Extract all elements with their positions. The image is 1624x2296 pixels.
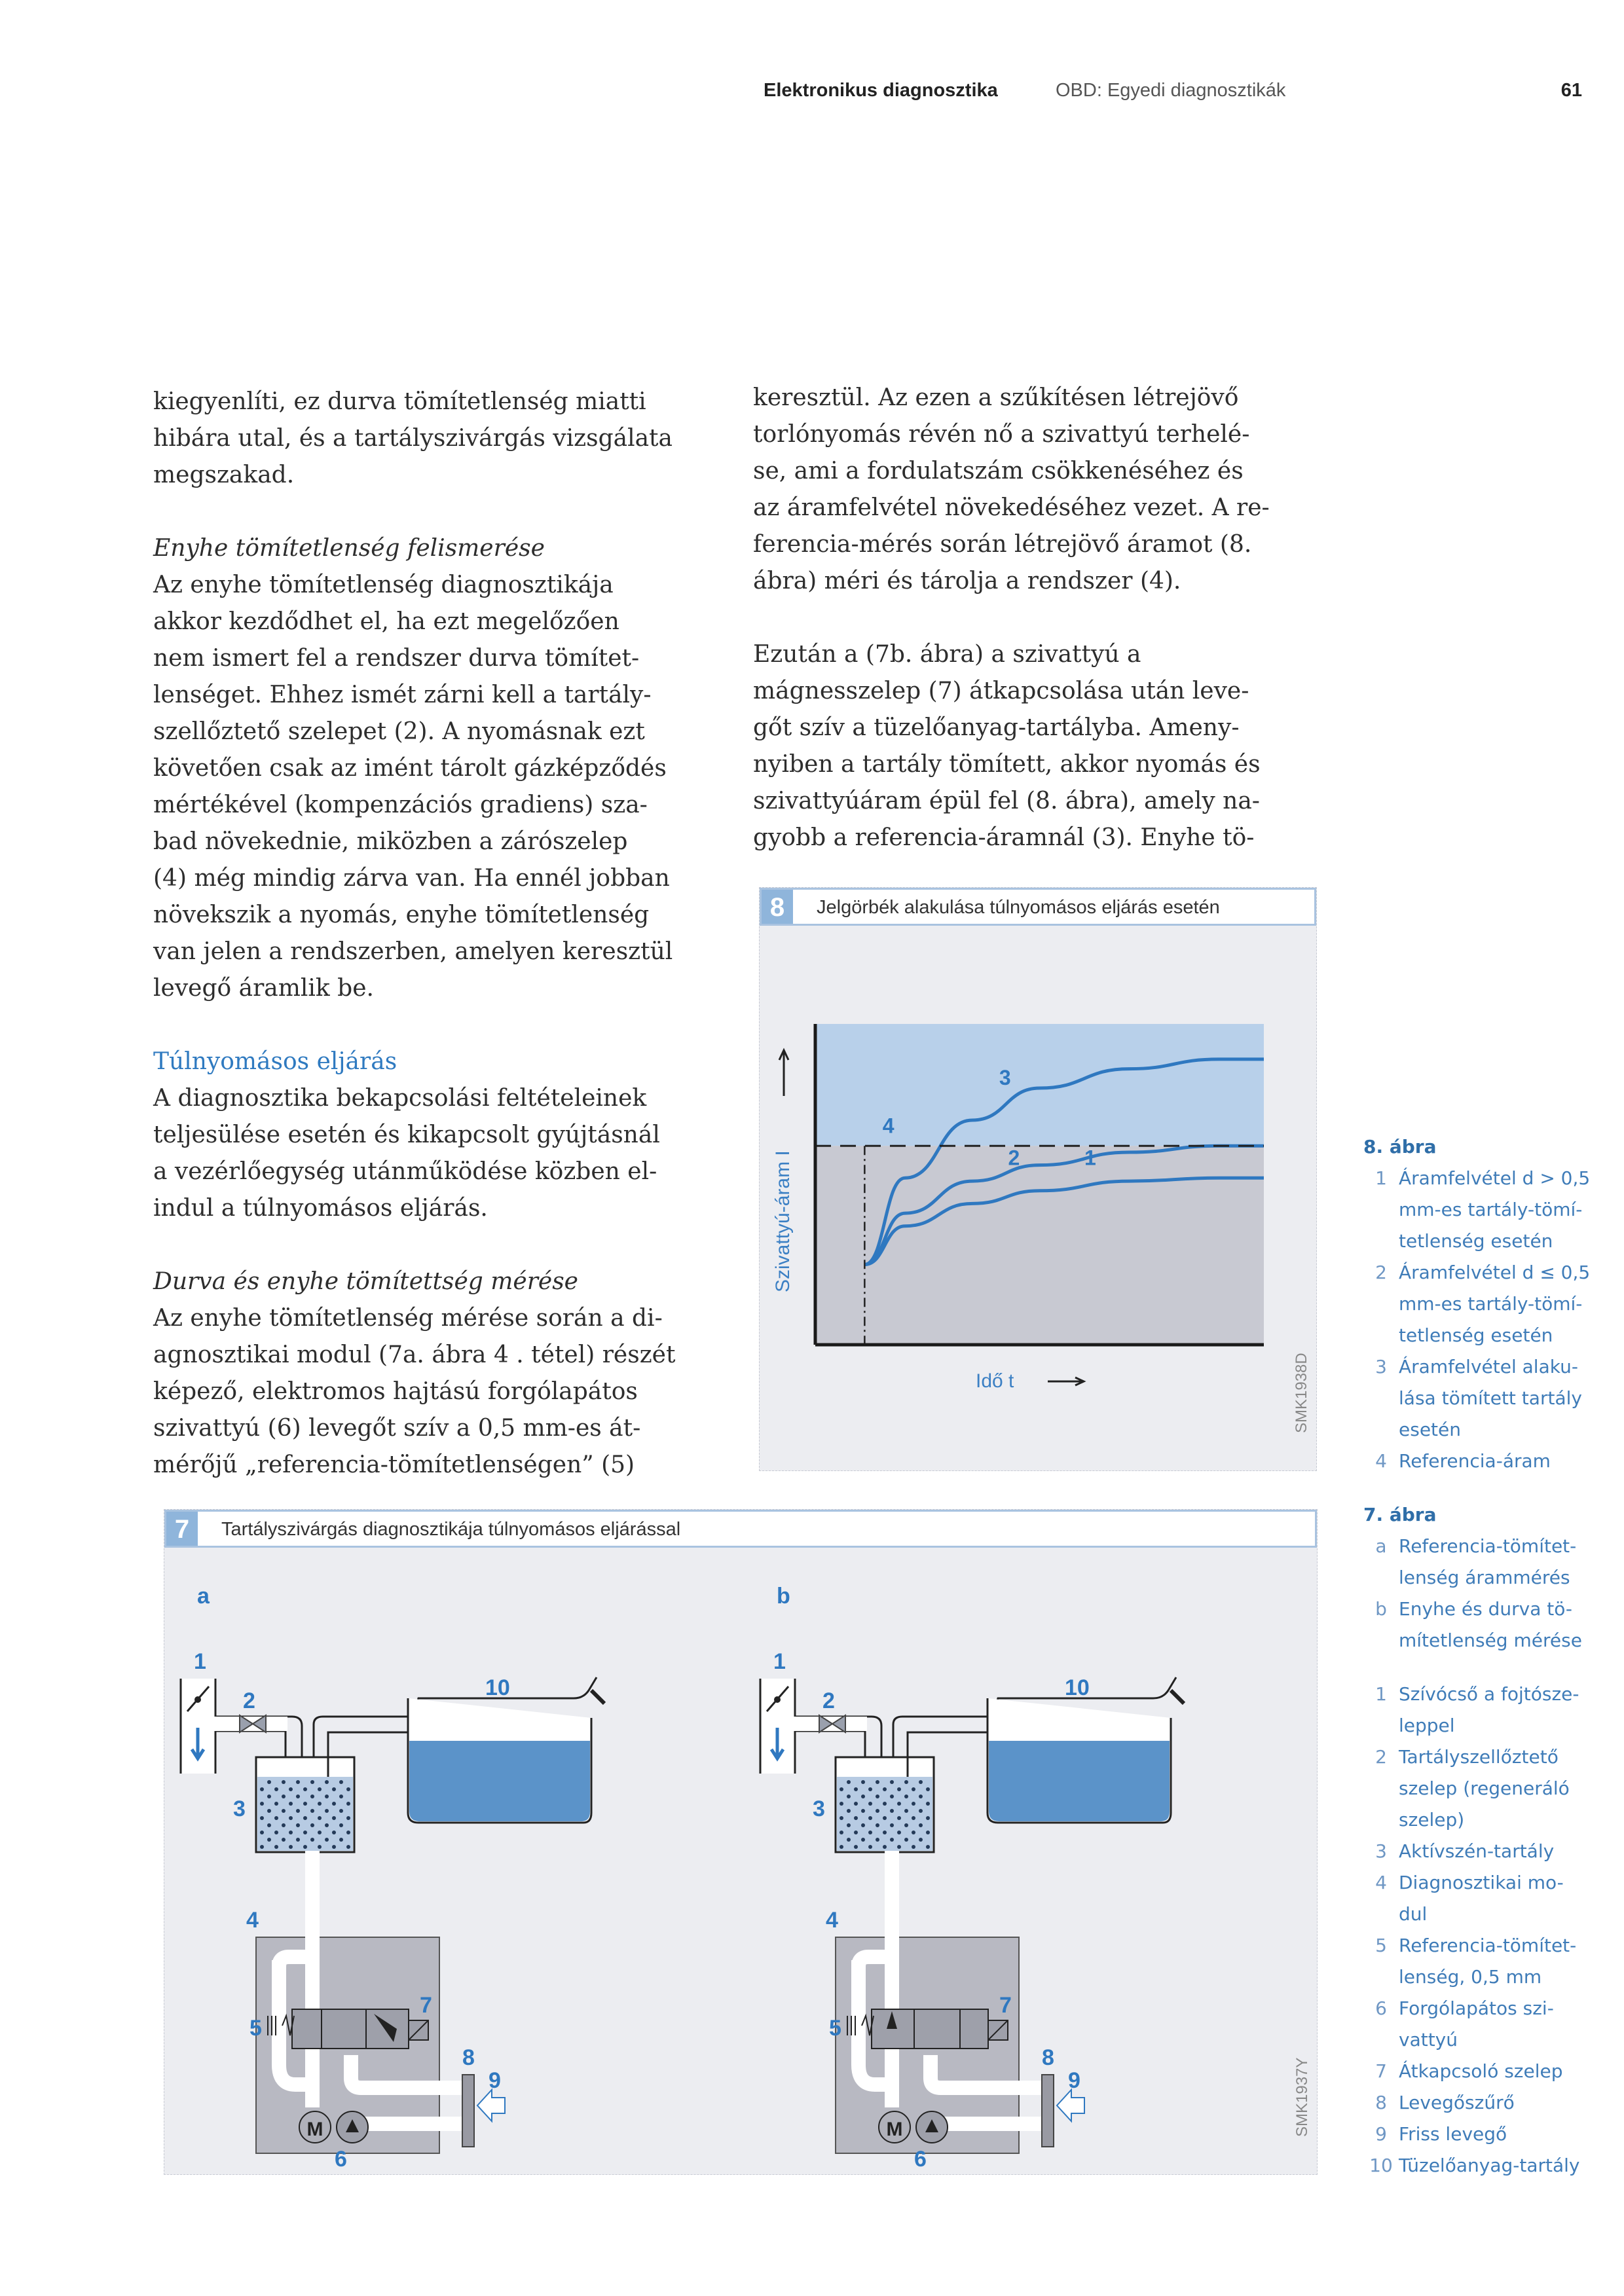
caption-item bbox=[1363, 2024, 1612, 2056]
section-enyhe-felismerese bbox=[153, 530, 729, 1007]
caption-key bbox=[1363, 1562, 1399, 1594]
caption-key: 2 bbox=[1375, 1262, 1387, 1283]
caption-text: Áramfelvétel d > 0,5 bbox=[1399, 1167, 1591, 1189]
motor-label: M bbox=[886, 2119, 903, 2140]
caption-text: Referencia-tömítet- bbox=[1399, 1535, 1577, 1557]
section-meres bbox=[153, 1264, 729, 1484]
caption-text: vattyú bbox=[1399, 2029, 1458, 2050]
caption-item bbox=[1363, 1993, 1612, 2024]
text-line: mágnesszelep (7) átkapcsolása után leve- bbox=[753, 678, 1249, 704]
text-line: az áramfelvétel növekedéséhez vezet. A re- bbox=[753, 494, 1270, 521]
fresh-air-arrow-icon bbox=[477, 2090, 505, 2121]
caption-text: szelep) bbox=[1399, 1809, 1465, 1831]
text-line: A diagnosztika bekapcsolási feltételeinek bbox=[153, 1085, 647, 1112]
chart-signal-curves bbox=[760, 926, 1316, 1470]
caption-key bbox=[1363, 1194, 1399, 1226]
figure-code: SMK1938D bbox=[1293, 1353, 1310, 1433]
text-line: teljesülése esetén és kikapcsolt gyújtásnál bbox=[153, 1121, 660, 1148]
caption-text: Aktívszén-tartály bbox=[1399, 1840, 1555, 1862]
caption-item bbox=[1363, 1446, 1612, 1477]
item-label: 7 bbox=[999, 1993, 1012, 2018]
caption-key: 2 bbox=[1375, 1746, 1387, 1768]
caption-key bbox=[1363, 1383, 1399, 1414]
caption-item bbox=[1363, 1562, 1612, 1594]
text-line: növekszik a nyomás, enyhe tömítetlenség bbox=[153, 902, 650, 928]
text-line: nyiben a tartály tömített, akkor nyomás és bbox=[753, 751, 1261, 778]
caption-key bbox=[1363, 1899, 1399, 1930]
caption-item bbox=[1363, 1836, 1612, 1867]
item-label: 8 bbox=[462, 2045, 475, 2070]
caption-figure-7 bbox=[1363, 1499, 1612, 1656]
y-axis-label: Szivattyú-áram I bbox=[772, 1150, 794, 1292]
fresh-air-arrow-icon bbox=[1057, 2090, 1084, 2121]
caption-text: lenség árammérés bbox=[1399, 1567, 1570, 1588]
item-label: 4 bbox=[826, 1908, 838, 1933]
caption-text: Tartályszellőztető bbox=[1399, 1746, 1559, 1768]
item-label: 1 bbox=[194, 1649, 206, 1674]
caption-key: 3 bbox=[1375, 1356, 1387, 1377]
text-line: gyobb a referencia-áramnál (3). Enyhe tö- bbox=[753, 824, 1255, 851]
section-heading: Durva és enyhe tömítettség mérése bbox=[153, 1268, 578, 1295]
caption-key: 4 bbox=[1375, 1872, 1387, 1893]
y-axis-arrow-icon bbox=[779, 1050, 788, 1096]
series-label-2: 2 bbox=[1008, 1146, 1020, 1170]
caption-item bbox=[1363, 1773, 1612, 1804]
caption-item bbox=[1363, 1257, 1612, 1288]
fuel-tank bbox=[408, 1690, 604, 1823]
caption-key bbox=[1363, 1226, 1399, 1257]
section-heading: Túlnyomásos eljárás bbox=[153, 1048, 397, 1075]
intro-paragraph bbox=[153, 384, 729, 494]
header-section: Elektronikus diagnosztika bbox=[764, 80, 998, 101]
caption-text: Áramfelvétel d ≤ 0,5 bbox=[1399, 1262, 1591, 1283]
figure-code: SMK1937Y bbox=[1293, 2057, 1311, 2137]
caption-figure-8 bbox=[1363, 1131, 1612, 1477]
caption-key: 1 bbox=[1375, 1167, 1387, 1189]
text-line: bad növekednie, miközben a zárószelep bbox=[153, 828, 628, 855]
caption-text: dul bbox=[1399, 1903, 1428, 1925]
caption-text: Átkapcsoló szelep bbox=[1399, 2060, 1563, 2082]
caption-title: 7. ábra bbox=[1363, 1504, 1437, 1525]
caption-text: Szívócső a fojtósze- bbox=[1399, 1683, 1579, 1705]
figure-header bbox=[760, 888, 1316, 926]
caption-text: tetlenség esetén bbox=[1399, 1324, 1553, 1346]
caption-item bbox=[1363, 2087, 1612, 2119]
caption-key bbox=[1363, 1773, 1399, 1804]
caption-text: tetlenség esetén bbox=[1399, 1230, 1553, 1252]
caption-item bbox=[1363, 2150, 1612, 2181]
caption-key bbox=[1363, 1320, 1399, 1351]
caption-text: Referencia-tömítet- bbox=[1399, 1935, 1577, 1956]
figure-8 bbox=[759, 887, 1317, 1471]
text-line: lenséget. Ehhez ismét zárni kell a tartály- bbox=[153, 682, 652, 708]
caption-key bbox=[1363, 1710, 1399, 1741]
item-label: 6 bbox=[914, 2147, 927, 2172]
text-line: képező, elektromos hajtású forgólapátos bbox=[153, 1378, 638, 1405]
section-heading: Enyhe tömítetlenség felismerése bbox=[153, 535, 545, 562]
caption-key bbox=[1363, 1804, 1399, 1836]
item-label: 4 bbox=[246, 1908, 259, 1933]
right-column bbox=[753, 380, 1329, 856]
caption-text: mm-es tartály-tömí- bbox=[1399, 1199, 1583, 1220]
text-line: van jelen a rendszerben, amelyen keresztül bbox=[153, 938, 673, 965]
caption-item bbox=[1363, 1414, 1612, 1446]
caption-text: Enyhe és durva tö- bbox=[1399, 1598, 1572, 1620]
text-line: Az enyhe tömítetlenség mérése során a di- bbox=[153, 1305, 663, 1332]
caption-key: 9 bbox=[1375, 2123, 1387, 2145]
figure-header bbox=[164, 1510, 1317, 1548]
air-filter bbox=[462, 2075, 474, 2147]
caption-key bbox=[1363, 1288, 1399, 1320]
left-column bbox=[153, 384, 729, 1484]
caption-item bbox=[1363, 1899, 1612, 1930]
caption-key bbox=[1363, 1625, 1399, 1656]
text-line: kiegyenlíti, ez durva tömítetlenség miatti bbox=[153, 388, 646, 415]
item-label: 9 bbox=[1068, 2068, 1080, 2093]
caption-text: Áramfelvétel alaku- bbox=[1399, 1356, 1578, 1377]
diagram-leak-test bbox=[164, 1548, 1317, 2174]
caption-item bbox=[1363, 1531, 1612, 1562]
caption-text: szelep (regeneráló bbox=[1399, 1777, 1570, 1799]
text-line: indul a túlnyomásos eljárás. bbox=[153, 1195, 488, 1222]
item-label: 9 bbox=[489, 2068, 501, 2093]
caption-key bbox=[1363, 2024, 1399, 2056]
panel-a bbox=[181, 1584, 604, 2172]
header-subsection: OBD: Egyedi diagnosztikák bbox=[1056, 80, 1286, 101]
text-line: szivattyúáram épül fel (8. ábra), amely na- bbox=[753, 788, 1260, 814]
caption-item bbox=[1363, 1741, 1612, 1773]
item-label: 2 bbox=[243, 1688, 255, 1713]
item-label: 1 bbox=[773, 1649, 786, 1674]
x-axis-label: Idő t bbox=[976, 1370, 1014, 1392]
figure-7 bbox=[164, 1509, 1318, 2175]
intake-manifold-throttle-icon bbox=[181, 1679, 217, 1774]
text-line: gőt szív a tüzelőanyag-tartályba. Ameny- bbox=[753, 714, 1240, 741]
text-line: Az enyhe tömítetlenség diagnosztikája bbox=[153, 572, 614, 598]
caption-item bbox=[1363, 1867, 1612, 1899]
caption-title: 8. ábra bbox=[1363, 1136, 1437, 1157]
caption-text: Diagnosztikai mo- bbox=[1399, 1872, 1564, 1893]
caption-text: leppel bbox=[1399, 1715, 1455, 1736]
figure-title: Tartályszivárgás diagnosztikája túlnyomásos eljárással bbox=[221, 1519, 681, 1540]
item-label: 5 bbox=[829, 2016, 841, 2041]
caption-item bbox=[1363, 2119, 1612, 2150]
text-line: a vezérlőegység utánműködése közben el- bbox=[153, 1158, 657, 1185]
item-label: 2 bbox=[822, 1688, 835, 1713]
caption-key: a bbox=[1375, 1535, 1387, 1557]
caption-key: b bbox=[1375, 1598, 1387, 1620]
switching-valve-icon bbox=[862, 2009, 1008, 2049]
series-label-3: 3 bbox=[999, 1066, 1011, 1090]
intake-manifold-throttle-icon bbox=[760, 1679, 796, 1774]
caption-key bbox=[1363, 1414, 1399, 1446]
caption-text: Referencia-áram bbox=[1399, 1450, 1551, 1472]
caption-text: mm-es tartály-tömí- bbox=[1399, 1293, 1583, 1315]
caption-key: 3 bbox=[1375, 1840, 1387, 1862]
text-line: nem ismert fel a rendszer durva tömítet- bbox=[153, 645, 640, 672]
item-label: 3 bbox=[233, 1796, 246, 1821]
text-line: ábra) méri és tárolja a rendszer (4). bbox=[753, 568, 1181, 594]
caption-item bbox=[1363, 1625, 1612, 1656]
caption-text: esetén bbox=[1399, 1419, 1461, 1440]
caption-text: lenség, 0,5 mm bbox=[1399, 1966, 1542, 1988]
caption-item bbox=[1363, 1194, 1612, 1226]
item-label: 3 bbox=[813, 1796, 825, 1821]
panel-label: a bbox=[197, 1584, 210, 1609]
x-axis-arrow-icon bbox=[1048, 1377, 1084, 1385]
item-label: 5 bbox=[249, 2016, 262, 2041]
caption-item bbox=[1363, 1804, 1612, 1836]
caption-key: 4 bbox=[1375, 1450, 1387, 1472]
caption-item bbox=[1363, 1679, 1612, 1710]
item-label: 6 bbox=[335, 2147, 347, 2172]
caption-key: 6 bbox=[1375, 1997, 1387, 2019]
text-line: megszakad. bbox=[153, 462, 295, 488]
caption-item bbox=[1363, 1226, 1612, 1257]
item-label: 8 bbox=[1042, 2045, 1054, 2070]
figure-title: Jelgörbék alakulása túlnyomásos eljárás esetén bbox=[817, 897, 1220, 918]
caption-text: lása tömített tartály bbox=[1399, 1387, 1582, 1409]
caption-text: Friss levegő bbox=[1399, 2123, 1507, 2145]
caption-text: Levegőszűrő bbox=[1399, 2092, 1515, 2113]
series-label-1: 1 bbox=[1084, 1146, 1096, 1170]
caption-text: Forgólapátos szi- bbox=[1399, 1997, 1554, 2019]
item-label: 10 bbox=[1065, 1675, 1090, 1700]
figure-number: 7 bbox=[166, 1512, 198, 1546]
caption-key: 8 bbox=[1375, 2092, 1387, 2113]
caption-figure-7-items bbox=[1363, 1679, 1612, 2181]
caption-item bbox=[1363, 1163, 1612, 1194]
caption-item bbox=[1363, 1710, 1612, 1741]
section-tulnyomasos bbox=[153, 1044, 729, 1227]
paragraph bbox=[753, 636, 1329, 856]
text-line: keresztül. Az ezen a szűkítésen létrejövő bbox=[753, 384, 1239, 411]
caption-item bbox=[1363, 1288, 1612, 1320]
caption-item bbox=[1363, 1961, 1612, 1993]
page-number: 61 bbox=[1560, 80, 1582, 101]
item-label: 10 bbox=[485, 1675, 510, 1700]
text-line: (4) még mindig zárva van. Ha ennél jobban bbox=[153, 865, 670, 892]
air-filter bbox=[1042, 2075, 1054, 2147]
panel-b bbox=[760, 1584, 1184, 2172]
caption-item bbox=[1363, 2056, 1612, 2087]
switching-valve-icon bbox=[282, 2009, 428, 2049]
text-line: mérőjű „referencia-tömítetlenségen” (5) bbox=[153, 1451, 635, 1478]
text-line: Ezután a (7b. ábra) a szivattyú a bbox=[753, 641, 1141, 668]
caption-item bbox=[1363, 1320, 1612, 1351]
text-line: ferencia-mérés során létrejövő áramot (8. bbox=[753, 531, 1252, 558]
caption-key: 1 bbox=[1375, 1683, 1387, 1705]
caption-item bbox=[1363, 1351, 1612, 1383]
text-line: se, ami a fordulatszám csökkenéséhez és bbox=[753, 458, 1244, 484]
text-line: mértékével (kompenzációs gradiens) sza- bbox=[153, 792, 648, 818]
figure-number: 8 bbox=[762, 890, 793, 924]
text-line: agnosztikai modul (7a. ábra 4 . tétel) részét bbox=[153, 1341, 676, 1368]
caption-text: Tüzelőanyag-tartály bbox=[1399, 2155, 1580, 2176]
text-line: torlónyomás révén nő a szivattyú terhelé- bbox=[753, 421, 1250, 448]
caption-text: mítetlenség mérése bbox=[1399, 1630, 1582, 1651]
text-line: akkor kezdődhet el, ha ezt megelőzően bbox=[153, 608, 619, 635]
caption-key: 10 bbox=[1369, 2155, 1393, 2176]
item-label: 7 bbox=[420, 1993, 432, 2018]
text-line: hibára utal, és a tartályszivárgás vizsgálata bbox=[153, 425, 673, 452]
text-line: szellőztető szelepet (2). A nyomásnak ezt bbox=[153, 718, 645, 745]
caption-item bbox=[1363, 1594, 1612, 1625]
series-label-4: 4 bbox=[882, 1114, 895, 1138]
text-line: követően csak az imént tárolt gázképződés bbox=[153, 755, 667, 782]
text-line: szivattyú (6) levegőt szív a 0,5 mm-es át- bbox=[153, 1415, 641, 1442]
paragraph bbox=[753, 380, 1329, 600]
running-header bbox=[764, 77, 1589, 110]
caption-item bbox=[1363, 1930, 1612, 1961]
fuel-tank bbox=[987, 1690, 1184, 1823]
text-line: levegő áramlik be. bbox=[153, 975, 374, 1002]
caption-key bbox=[1363, 1961, 1399, 1993]
caption-item bbox=[1363, 1383, 1612, 1414]
panel-label: b bbox=[777, 1584, 790, 1609]
caption-key: 5 bbox=[1375, 1935, 1387, 1956]
motor-label: M bbox=[306, 2119, 323, 2140]
caption-key: 7 bbox=[1375, 2060, 1387, 2082]
